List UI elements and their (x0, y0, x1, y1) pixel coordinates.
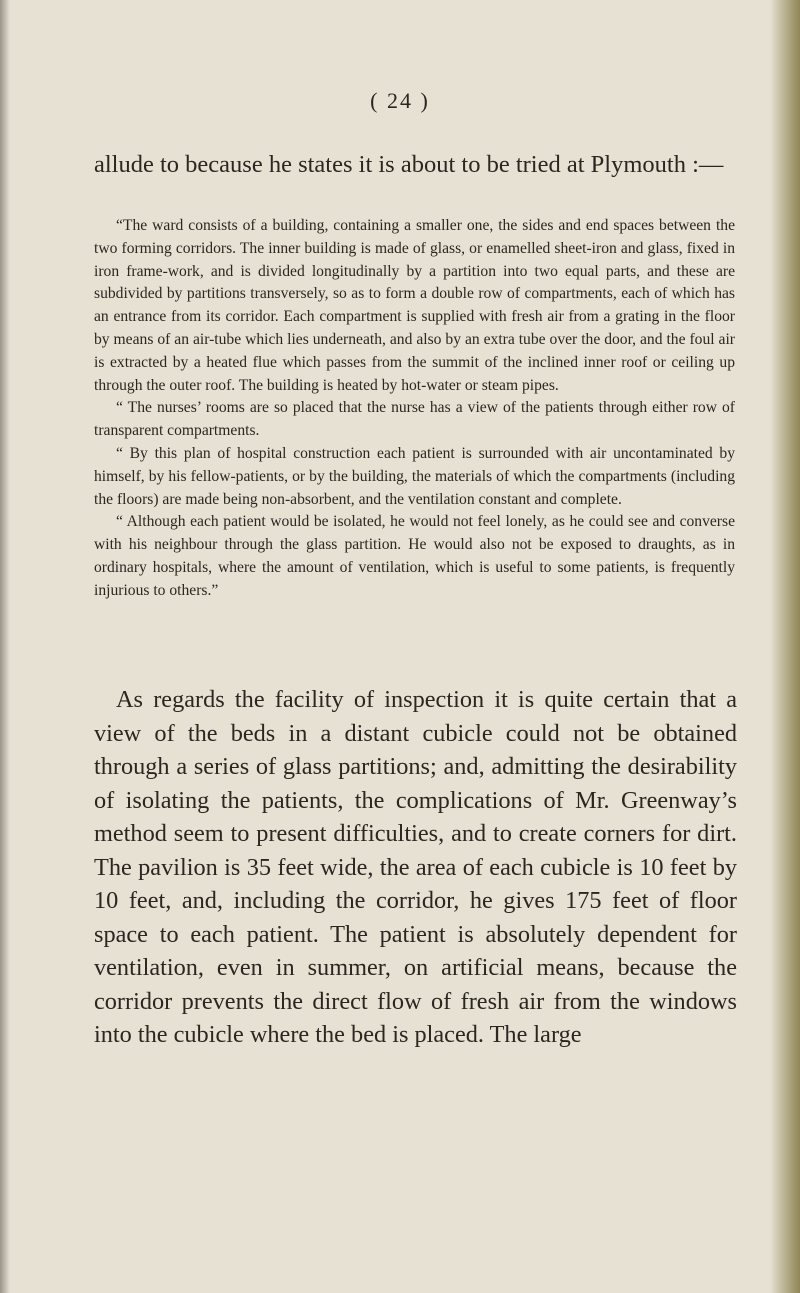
page-left-shadow (0, 0, 10, 1293)
quote-paragraph-plan: “ By this plan of hospital construction each patient is surrounded with air uncontaminated by himself, by his fellow-patients, or by the building, the materials of which the compartments (including the floors) are made being non-absorbent, and the ventilation constant and complete. (94, 444, 735, 508)
page-number: ( 24 ) (370, 88, 430, 113)
quote-paragraph-nurses: “ The nurses’ rooms are so placed that the nurse has a view of the patients through either row of transparent compartments. (94, 399, 735, 440)
quote-paragraph-ward: “The ward consists of a building, containing a smaller one, the sides and end spaces between the two forming corridors. The inner building is made of glass, or enamelled sheet-iron and glass, fixed in iron frame-work, and is divided longitudinally by a partition into two equal parts, and these are subdivided by partitions transversely, so as to form a double row of compartments, each of which has an entrance from its corridor. Each compartment is supplied with fresh air from a grating in the floor by means of an air-tube which lies underneath, and also by an extra tube over the door, and the foul air is extracted by a heated flue which passes from the summit of the inclined inner roof or ceiling up through the outer roof. The building is heated by hot-water or steam pipes. (94, 217, 735, 394)
quoted-passage (94, 215, 735, 603)
page-right-edge (770, 0, 800, 1293)
quote-paragraph-isolation: “ Although each patient would be isolated, he would not feel lonely, as he could see and converse with his neighbour through the glass partition. He would also not be exposed to draughts, as in ordinary hospitals, where the amount of ventilation, which is useful to some patients, is frequently injurious to others.” (94, 513, 735, 599)
lead-sentence: allude to because he states it is about to be tried at Plymouth :— (94, 151, 724, 178)
body-paragraph: As regards the facility of inspection it is quite certain that a view of the beds in a distant cubicle could not be obtained through a series of glass partitions; and, admitting the desirability of isolating the patients, the complications of Mr. Greenway’s method seem to present difficulties, and to create corners for dirt. The pavilion is 35 feet wide, the area of each cubicle is 10 feet by 10 feet, and, including the corridor, he gives 175 feet of floor space to each patient. The patient is absolutely dependent for ventilation, even in summer, on artificial means, because the corridor prevents the direct flow of fresh air from the windows into the cubicle where the bed is placed. The large (94, 686, 737, 1048)
